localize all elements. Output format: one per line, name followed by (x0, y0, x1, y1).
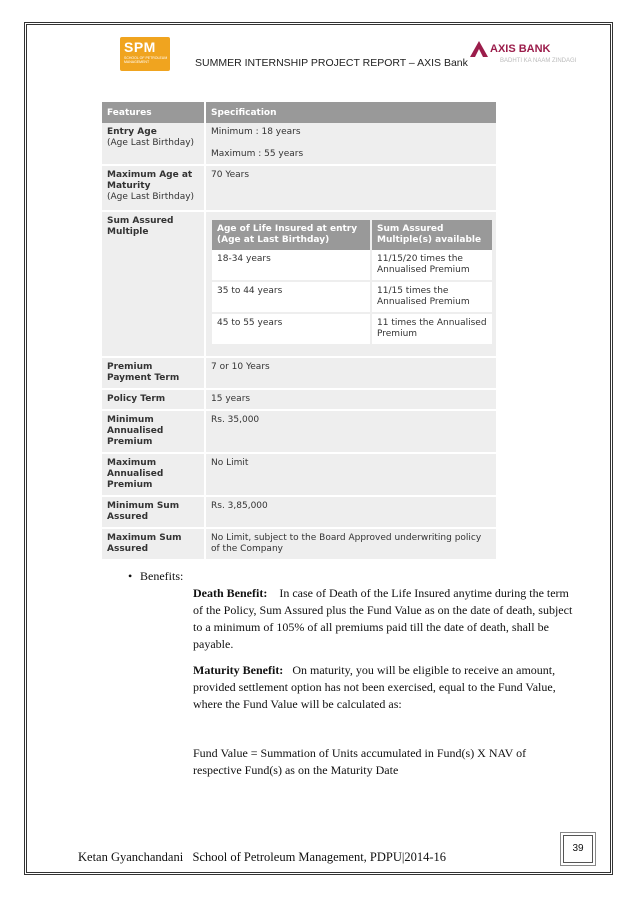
spec-cell: Rs. 3,85,000 (205, 496, 497, 528)
table-row (102, 496, 497, 528)
sum-assured-table (212, 220, 494, 346)
spm-logo (120, 37, 170, 71)
axis-logo-tagline: BADHTI KA NAAM ZINDAGI (500, 58, 577, 64)
feature-cell: Premium Payment Term (102, 357, 205, 389)
feature-cell: Minimum Annualised Premium (102, 410, 205, 453)
footer-text: Ketan Gyanchandani School of Petroleum Management, PDPU|2014-16 (78, 850, 447, 864)
spec-cell (205, 211, 497, 357)
spec-cell: 7 or 10 Years (205, 357, 497, 389)
spec-cell: No Limit, subject to the Board Approved underwriting policy of the Company (205, 528, 497, 560)
inner-age-cell: 35 to 44 years (212, 281, 371, 313)
table-row (102, 528, 497, 560)
benefits-heading (128, 569, 184, 584)
inner-table-header (212, 220, 493, 250)
benefits-label: Benefits: (140, 569, 184, 583)
feature-cell: Sum Assured Multiple (102, 211, 205, 357)
feature-cell: Maximum Sum Assured (102, 528, 205, 560)
inner-multiple-cell: 11/15/20 times the Annualised Premium (371, 250, 493, 281)
spec-cell: 70 Years (205, 165, 497, 211)
inner-multiple-cell: 11 times the Annualised Premium (371, 313, 493, 345)
feature-cell: Policy Term (102, 389, 205, 410)
death-benefit-title: Death Benefit: (193, 586, 268, 600)
spec-cell: 15 years (205, 389, 497, 410)
inner-age-cell: 18-34 years (212, 250, 371, 281)
inner-header-age: Age of Life Insured at entry (Age at Last Birthday) (212, 220, 371, 250)
table-row (102, 211, 497, 357)
spec-cell: Minimum : 18 years Maximum : 55 years (205, 123, 497, 165)
axis-bank-emblem-icon (470, 41, 488, 57)
features-table (102, 102, 498, 561)
table-row (212, 313, 493, 345)
page-number: 39 (563, 835, 593, 863)
table-row (102, 410, 497, 453)
features-table-header (102, 102, 497, 123)
axis-bank-logo (470, 41, 577, 71)
feature-cell: Minimum Sum Assured (102, 496, 205, 528)
feature-cell: Maximum Age at Maturity (Age Last Birthday) (102, 165, 205, 211)
table-row (212, 250, 493, 281)
inner-multiple-cell: 11/15 times the Annualised Premium (371, 281, 493, 313)
death-benefit-paragraph (193, 585, 573, 653)
fund-value-formula: Fund Value = Summation of Units accumulated in Fund(s) X NAV of respective Fund(s) as on the Maturity Date (193, 746, 527, 777)
inner-header-multiple: Sum Assured Multiple(s) available (371, 220, 493, 250)
table-row (102, 389, 497, 410)
header-specification: Specification (205, 102, 497, 123)
table-row (102, 453, 497, 496)
bullet-icon: • (128, 569, 133, 583)
spec-cell: No Limit (205, 453, 497, 496)
table-row (102, 357, 497, 389)
maturity-benefit-text: On maturity, you will be eligible to receive an amount, provided settlement option has not been exercised, equal to the Fund Value, where the Fund Value will be calculated as: (193, 663, 556, 711)
header-features: Features (102, 102, 205, 123)
table-row (212, 281, 493, 313)
maturity-benefit-paragraph (193, 662, 573, 713)
maturity-benefit-title: Maturity Benefit: (193, 663, 284, 677)
header-title: SUMMER INTERNSHIP PROJECT REPORT – AXIS Bank (195, 57, 468, 69)
inner-age-cell: 45 to 55 years (212, 313, 371, 345)
spm-logo-subtext: SCHOOL OF PETROLEUM MANAGEMENT (124, 56, 168, 64)
death-benefit-text: In case of Death of the Life Insured anytime during the term of the Policy, Sum Assured plus the Fund Value as on the date of death, subject to a minimum of 105% of all premiums paid till the date of death, shall be payable. (193, 586, 573, 651)
axis-logo-text: AXIS BANK (490, 43, 551, 55)
feature-cell: Entry Age (Age Last Birthday) (102, 123, 205, 165)
feature-cell: Maximum Annualised Premium (102, 453, 205, 496)
table-row (102, 165, 497, 211)
table-row (102, 123, 497, 165)
spec-cell: Rs. 35,000 (205, 410, 497, 453)
spm-logo-text: SPM (124, 39, 156, 55)
